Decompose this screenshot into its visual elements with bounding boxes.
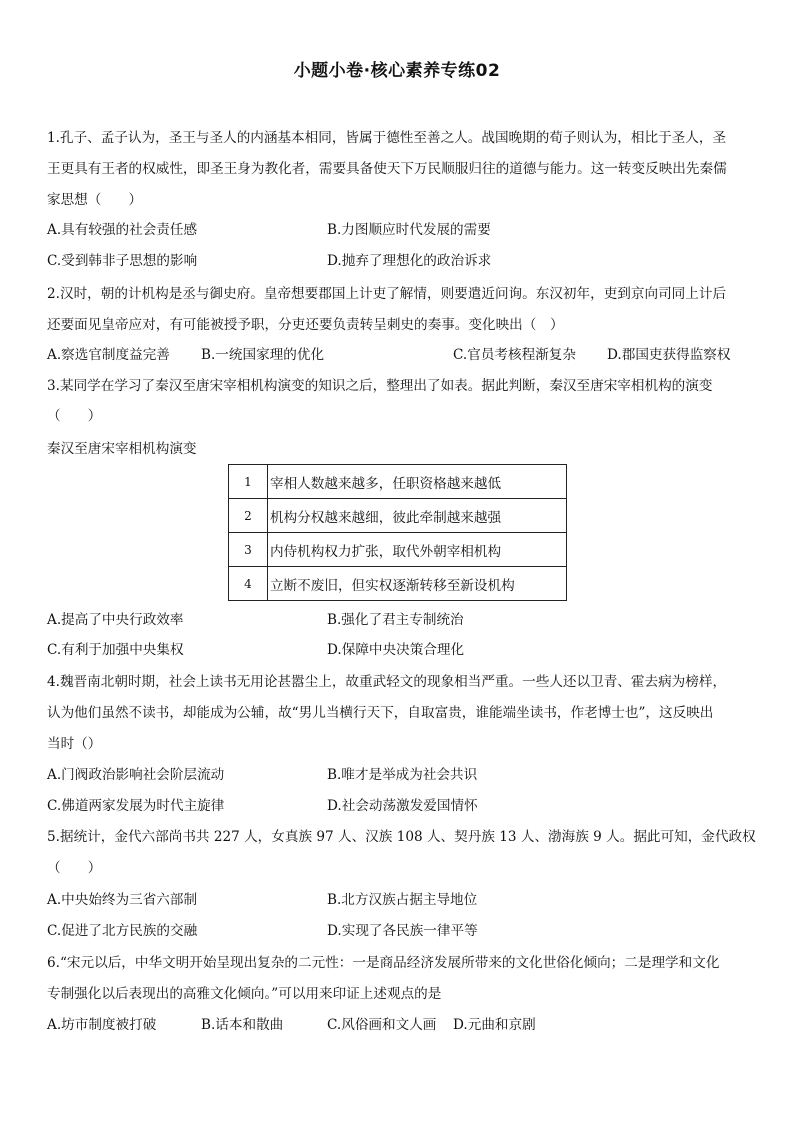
q6-option-c[interactable]: C.风俗画和文人画 [327, 1017, 437, 1033]
question-1-line-2: 王更具有王者的权威性，即圣王身为教化者，需要具备使天下万民顺服归往的道德与能力。这一转变反映出先秦儒 [47, 161, 727, 177]
q5-option-c[interactable]: C.促进了北方民族的交融 [47, 923, 198, 939]
row-number: 1 [229, 465, 268, 499]
question-3-line-2: （ ） [47, 408, 102, 424]
question-1-line-3: 家思想（ ） [47, 192, 143, 208]
question-6-line-1: 6.“宋元以后，中华文明开始呈现出复杂的二元性：一是商品经济发展所带来的文化世俗化倾向；二是理学和文化 [47, 955, 720, 971]
q2-option-a[interactable]: A.察选官制度益完善 [47, 347, 170, 363]
q2-option-d[interactable]: D.郡国吏获得监察权 [607, 347, 731, 363]
question-6-line-2: 专制强化以后表现出的高雅文化倾向。”可以用来印证上述观点的是 [47, 986, 442, 1002]
q2-option-b[interactable]: B.一统国家理的优化 [201, 347, 325, 363]
row-number: 2 [229, 499, 268, 533]
q1-option-b[interactable]: B.力图顺应时代发展的需要 [327, 222, 491, 238]
question-4-line-3: 当时（） [47, 736, 102, 752]
q4-option-a[interactable]: A.门阀政治影响社会阶层流动 [47, 767, 225, 783]
comparison-table [228, 464, 567, 601]
q1-option-d[interactable]: D.抛弃了理想化的政治诉求 [327, 253, 492, 269]
q3-option-d[interactable]: D.保障中央决策合理化 [327, 642, 465, 658]
q6-option-d[interactable]: D.元曲和京剧 [453, 1017, 536, 1033]
row-text: 机构分权越来越细，彼此牵制越来越强 [268, 499, 567, 533]
q5-option-b[interactable]: B.北方汉族占据主导地位 [327, 892, 478, 908]
table-row [229, 465, 567, 499]
q3-option-b[interactable]: B.强化了君主专制统治 [327, 612, 464, 628]
question-2-line-1: 2.汉时，朝的计机构是丞与御史府。皇帝想要郡国上计吏了解情，则要遣近问询。东汉初年，吏到京向司同上计后 [47, 286, 727, 302]
question-4-line-1: 4.魏晋南北朝时期，社会上读书无用论甚嚣尘上，故重武轻文的现象相当严重。一些人还以卫青、霍去病为榜样， [47, 674, 727, 690]
q5-option-d[interactable]: D.实现了各民族一律平等 [327, 923, 478, 939]
question-5-line-2: （ ） [47, 860, 102, 876]
row-number: 3 [229, 533, 268, 567]
q1-option-c[interactable]: C.受到韩非子思想的影响 [47, 253, 198, 269]
table-row [229, 533, 567, 567]
row-text: 内侍机构权力扩张，取代外朝宰相机构 [268, 533, 567, 567]
table-caption: 秦汉至唐宋宰相机构演变 [47, 441, 197, 457]
question-3-line-1: 3.某同学在学习了秦汉至唐宋宰相机构演变的知识之后，整理出了如表。据此判断，秦汉至唐宋宰相机构的演变 [47, 378, 713, 394]
q3-option-a[interactable]: A.提高了中央行政效率 [47, 612, 184, 628]
row-number: 4 [229, 567, 268, 601]
question-2-line-2: 还要面见皇帝应对，有可能被授予职，分吏还要负责转呈刺史的奏事。变化映出（ ） [47, 317, 564, 333]
question-5-line-1: 5.据统计，金代六部尚书共 227 人，女真族 97 人、汉族 108 人、契丹族 13 人、渤海族 9 人。据此可知，金代政权 [47, 829, 756, 845]
q2-option-c[interactable]: C.官员考核程渐复杂 [453, 347, 576, 363]
q5-option-a[interactable]: A.中央始终为三省六部制 [47, 892, 198, 908]
q1-option-a[interactable]: A.具有较强的社会责任感 [47, 222, 198, 238]
table-row [229, 567, 567, 601]
table-row [229, 499, 567, 533]
question-1-line-1: 1.孔子、孟子认为，圣王与圣人的内涵基本相同，皆属于德性至善之人。战国晚期的荀子则认为，相比于圣人，圣 [47, 130, 727, 146]
q4-option-b[interactable]: B.唯才是举成为社会共识 [327, 767, 478, 783]
q3-option-c[interactable]: C.有利于加强中央集权 [47, 642, 184, 658]
q6-option-a[interactable]: A.坊市制度被打破 [47, 1017, 157, 1033]
q4-option-c[interactable]: C.佛道两家发展为时代主旋律 [47, 798, 225, 814]
question-4-line-2: 认为他们虽然不读书，却能成为公辅，故“男儿当横行天下，自取富贵，谁能端坐读书，作老博士也”，这反映出 [47, 705, 714, 721]
page-title: 小题小卷·核心素养专练02 [293, 61, 501, 81]
row-text: 立断不废旧，但实权逐渐转移至新设机构 [268, 567, 567, 601]
q4-option-d[interactable]: D.社会动荡激发爱国情怀 [327, 798, 478, 814]
row-text: 宰相人数越来越多，任职资格越来越低 [268, 465, 567, 499]
q6-option-b[interactable]: B.话本和散曲 [201, 1017, 284, 1033]
